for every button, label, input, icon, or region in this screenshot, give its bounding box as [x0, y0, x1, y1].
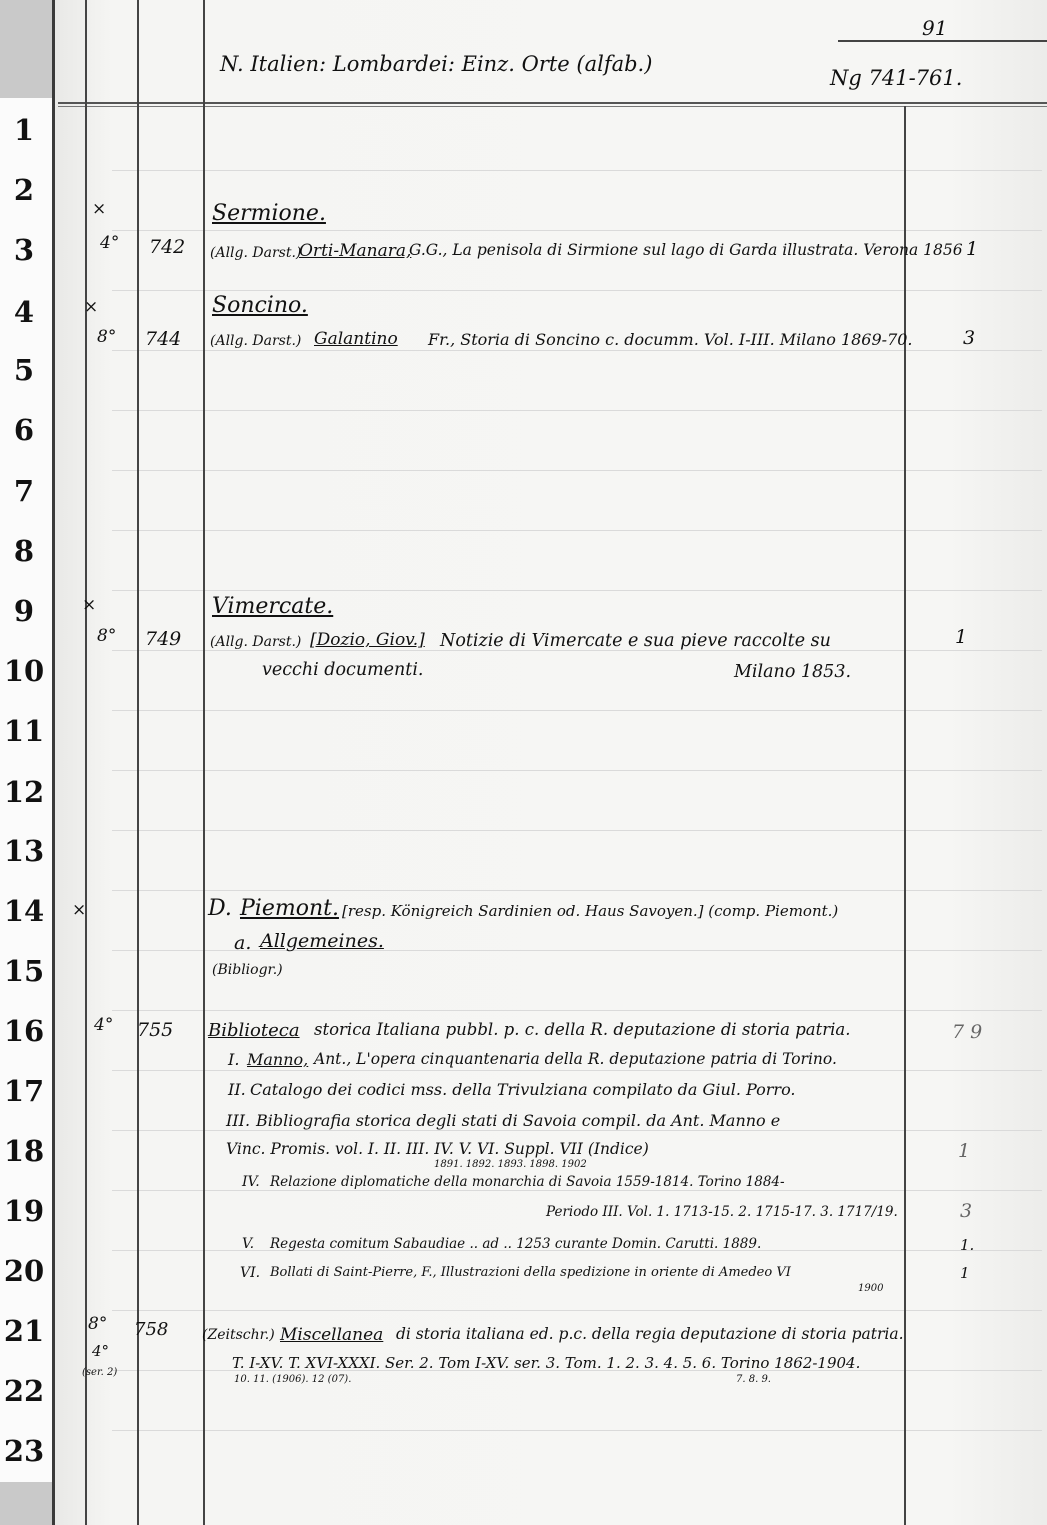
volume-label: III.: [226, 1111, 251, 1130]
line-number: 11: [3, 714, 45, 748]
series-volumes: T. I-XV. T. XVI-XXXI. Ser. 2. Tom I-XV. ser. 3. Tom. 1. 2. 3. 4. 5. 6. Torino 1862-1904.: [232, 1354, 861, 1372]
volume-text: Regesta comitum Sabaudiae .. ad .. 1253 curante Domin. Carutti. 1889.: [270, 1236, 762, 1252]
format-cell: 8°: [88, 1314, 108, 1334]
entry-author: Orti-Manara,: [299, 241, 412, 261]
line-number: 22: [3, 1374, 45, 1408]
entry-number: 758: [134, 1319, 169, 1340]
ruled-line: [112, 1130, 1042, 1131]
volume-text: Catalogo dei codici mss. della Trivulziana compilato da Giul. Porro.: [250, 1080, 796, 1099]
line-number: 23: [3, 1434, 45, 1468]
line-number: 1: [13, 113, 35, 147]
entry-text-continued: vecchi documenti.: [262, 660, 424, 680]
check-mark: ×: [82, 595, 97, 615]
ruled-line: [112, 230, 1042, 231]
check-mark: ×: [84, 297, 99, 317]
volume-text: Bollati di Saint-Pierre, F., Illustrazioni della spedizione in oriente di Amedeo VI: [270, 1265, 791, 1280]
entry-text: Notizie di Vimercate e sua pieve raccolte su: [440, 631, 831, 651]
format-cell-secondary: 4°: [92, 1342, 110, 1360]
entry-number: 749: [145, 628, 182, 650]
volume-years: 1900: [858, 1283, 884, 1294]
volume-text: Bibliografia storica degli stati di Savoia compil. da Ant. Manno e: [256, 1111, 781, 1130]
gutter-bottom-tab: [0, 1482, 52, 1525]
format-cell: 4°: [94, 1015, 114, 1035]
entry-number: 744: [145, 328, 182, 350]
region-note: [resp. Königreich Sardinien od. Haus Savoyen.] (comp. Piemont.): [342, 902, 839, 920]
line-number: 9: [13, 594, 35, 628]
series-volumes-note: 10. 11. (1906). 12 (07).: [234, 1374, 352, 1385]
page-number-rule: [838, 40, 1047, 42]
ruled-line: [112, 470, 1042, 471]
line-number-gutter: [0, 0, 52, 1525]
volume-count: 1: [955, 626, 968, 648]
volume-text: Ant., L'opera cinquantenaria della R. deputazione patria di Torino.: [314, 1050, 837, 1068]
gutter-top-tab: [0, 0, 52, 98]
page-edge: [52, 0, 55, 1525]
margin-rule-left: [85, 0, 87, 1525]
volume-count: 3: [963, 327, 976, 349]
check-mark: ×: [92, 199, 107, 219]
entry-text: G.G., La penisola di Sirmione sul lago di Garda illustrata. Verona 1856: [409, 241, 963, 259]
volume-count: 1: [966, 238, 979, 260]
volume-label: VI.: [240, 1265, 261, 1281]
series-title: Biblioteca: [208, 1020, 300, 1041]
line-number: 2: [13, 173, 35, 207]
series-title-rest: storica Italiana pubbl. p. c. della R. deputazione di storia patria.: [314, 1020, 851, 1039]
volume-text: Periodo III. Vol. 1. 1713-15. 2. 1715-17. 3. 1717/19.: [546, 1204, 898, 1220]
volume-count: 1: [958, 1140, 971, 1162]
ruled-line: [112, 1070, 1042, 1071]
line-number: 6: [13, 413, 35, 447]
format-column-rule: [137, 0, 139, 1525]
line-number: 21: [3, 1314, 45, 1348]
volume-label: IV.: [242, 1174, 260, 1190]
header-rule: [58, 102, 1047, 104]
line-number: 13: [3, 834, 45, 868]
format-note: (ser. 2): [82, 1367, 118, 1378]
line-number: 18: [3, 1134, 45, 1168]
series-title: Miscellanea: [280, 1325, 384, 1345]
entry-place-date: Milano 1853.: [734, 662, 852, 682]
ruled-line: [112, 830, 1042, 831]
page-title: N. Italien: Lombardei: Einz. Orte (alfab.): [220, 52, 653, 76]
ruled-line: [112, 1010, 1042, 1011]
count-column-rule: [904, 106, 906, 1525]
header-rule-secondary: [58, 106, 1047, 107]
volume-count: 1: [960, 1264, 970, 1282]
ruled-line: [112, 350, 1042, 351]
line-number: 10: [3, 654, 45, 688]
line-number: 5: [13, 353, 35, 387]
ruled-line: [112, 890, 1042, 891]
volume-label: II.: [228, 1080, 246, 1099]
ruled-line: [112, 290, 1042, 291]
section-letter: D.: [208, 896, 232, 921]
line-number: 12: [3, 775, 45, 809]
line-number: 17: [3, 1074, 45, 1108]
line-number: 7: [13, 474, 35, 508]
ruled-line: [112, 710, 1042, 711]
line-number: 3: [13, 233, 35, 267]
entry-number: 755: [137, 1019, 174, 1041]
entry-prefix: (Allg. Darst.): [210, 333, 302, 349]
series-volumes-note: 7. 8. 9.: [736, 1374, 771, 1385]
subsection-letter: a.: [234, 932, 252, 954]
place-heading: Vimercate.: [212, 594, 334, 619]
volume-author: Manno,: [247, 1050, 309, 1069]
volume-count: 1.: [960, 1236, 975, 1254]
number-column-rule: [203, 0, 205, 1525]
page-number: 91: [922, 16, 948, 40]
line-number: 20: [3, 1254, 45, 1288]
volume-label: V.: [242, 1236, 255, 1252]
subsection-heading: Allgemeines.: [260, 930, 384, 952]
ruled-line: [112, 170, 1042, 171]
ledger-page: [52, 0, 1047, 1525]
line-number: 4: [13, 295, 35, 329]
entry-author: [Dozio, Giov.]: [310, 630, 425, 650]
margin-note: 7 9: [952, 1021, 983, 1043]
line-number: 16: [3, 1014, 45, 1048]
line-number: 15: [3, 954, 45, 988]
volume-count: 3: [960, 1200, 973, 1222]
entry-author: Galantino: [314, 329, 398, 349]
ruled-line: [112, 1190, 1042, 1191]
format-cell: 8°: [97, 327, 117, 347]
volume-years: 1891. 1892. 1893. 1898. 1902: [434, 1159, 587, 1170]
entry-text: Fr., Storia di Soncino c. documm. Vol. I-III. Milano 1869-70.: [428, 330, 913, 349]
place-heading: Sermione.: [212, 201, 326, 226]
region-heading: Piemont.: [240, 896, 339, 921]
line-number: 8: [13, 534, 35, 568]
series-title-rest: di storia italiana ed. p.c. della regia deputazione di storia patria.: [396, 1325, 904, 1343]
ruled-line: [112, 530, 1042, 531]
entry-range: Ng 741-761.: [830, 66, 963, 90]
volume-text: Relazione diplomatiche della monarchia di Savoia 1559-1814. Torino 1884-: [270, 1174, 785, 1190]
entry-prefix: (Zeitschr.): [202, 1327, 275, 1343]
format-cell: 4°: [100, 233, 120, 253]
ruled-line: [112, 1310, 1042, 1311]
volume-text: Vinc. Promis. vol. I. II. III. IV. V. VI. Suppl. VII (Indice): [226, 1140, 649, 1158]
entry-prefix: (Allg. Darst.): [210, 634, 302, 650]
place-heading: Soncino.: [212, 293, 308, 318]
volume-label: I.: [228, 1050, 240, 1069]
ruled-line: [112, 590, 1042, 591]
line-number: 14: [3, 894, 45, 928]
ruled-line: [112, 410, 1042, 411]
ruled-line: [112, 1430, 1042, 1431]
entry-number: 742: [149, 236, 186, 258]
check-mark: ×: [72, 900, 87, 920]
line-number: 19: [3, 1194, 45, 1228]
ruled-line: [112, 770, 1042, 771]
format-cell: 8°: [97, 626, 117, 646]
entry-prefix: (Allg. Darst.): [210, 245, 302, 261]
bibliography-label: (Bibliogr.): [212, 962, 283, 978]
ruled-line: [112, 950, 1042, 951]
